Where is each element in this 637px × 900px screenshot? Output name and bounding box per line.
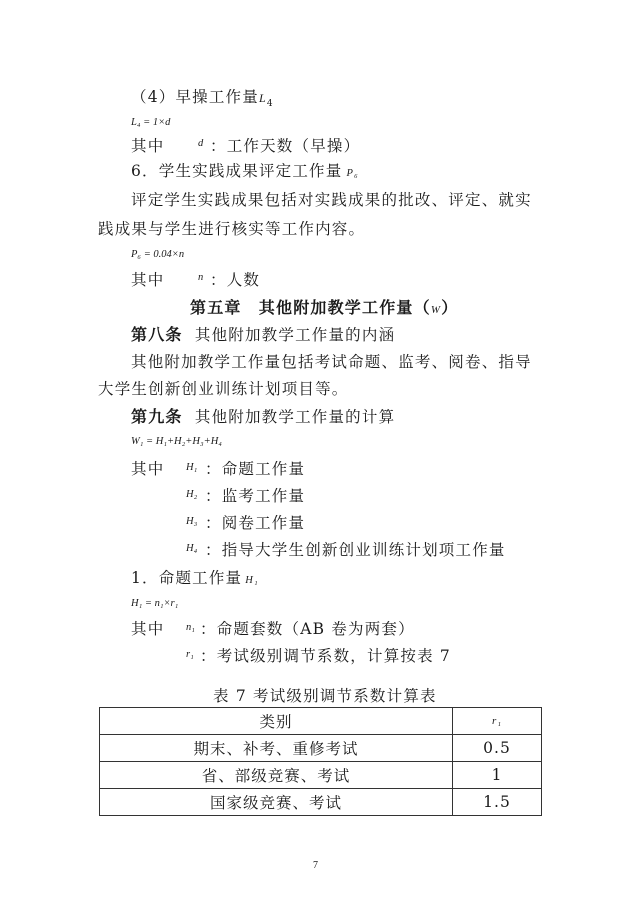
- section-4-symbol-sub: 4: [266, 99, 274, 110]
- table-row: [100, 762, 542, 789]
- n1-description: ：命题套数（AB 卷为两套）: [200, 620, 415, 638]
- table-cell-category: 省、部级竞赛、考试: [100, 762, 453, 789]
- table-cell-value: 1.5: [453, 789, 542, 816]
- table-header-row: [100, 708, 542, 735]
- n1-symbol: n₁: [186, 622, 195, 633]
- article-9-where-label: 其中: [131, 460, 165, 478]
- section-6-formula: P₆ = 0.04×n: [131, 249, 185, 260]
- table-7-caption: 表 7 考试级别调节系数计算表: [213, 687, 437, 705]
- section-6-description: ：人数: [210, 271, 261, 289]
- table-cell-category: 国家级竞赛、考试: [100, 789, 453, 816]
- section-4-formula: L₄ = 1×d: [131, 117, 171, 128]
- r1-symbol: r₁: [186, 649, 194, 660]
- table-cell-value: 1: [453, 762, 542, 789]
- article-8-title: 其他附加教学工作量的内涵: [194, 326, 396, 344]
- section-4-title-text: （4）早操工作量: [131, 88, 259, 106]
- r1-description: ：考试级别调节系数，计算按表 7: [200, 647, 451, 665]
- article-8-label: 第八条: [131, 325, 183, 344]
- h2-symbol: H₂: [186, 489, 198, 500]
- chapter-5-symbol: W: [430, 304, 442, 316]
- section-4-where-label: 其中: [131, 137, 165, 155]
- table-header-coefficient: r₁: [453, 708, 542, 735]
- h4-description: ：指导大学生创新创业训练计划项工作量: [205, 541, 506, 559]
- section-6-paragraph-line-2: 践成果与学生进行核实等工作内容。: [98, 220, 366, 238]
- article-8-heading: [131, 322, 395, 345]
- chapter-5-heading-close: ）: [441, 298, 459, 317]
- section-4-variable: d: [198, 138, 204, 149]
- page-number: 7: [313, 860, 318, 871]
- section-6-paragraph-line-1: 评定学生实践成果包括对实践成果的批改、评定、就实: [131, 191, 532, 209]
- table-row: [100, 789, 542, 816]
- section-6-variable: n: [198, 272, 204, 283]
- article-8-paragraph-line-1: 其他附加教学工作量包括考试命题、监考、阅卷、指导: [131, 353, 532, 371]
- subsection-1-formula: H₁ = n₁×r₁: [131, 598, 179, 609]
- section-4-title: [131, 85, 274, 109]
- coefficient-table: [99, 707, 542, 816]
- section-6-symbol: P₆: [346, 168, 359, 179]
- subsection-1-title-text: 1．命题工作量: [131, 569, 243, 587]
- subsection-1-title: [131, 566, 259, 588]
- article-9-label: 第九条: [131, 407, 183, 426]
- h4-symbol: H₄: [186, 543, 198, 554]
- h3-symbol: H₃: [186, 516, 198, 527]
- h1-symbol: H₁: [186, 462, 198, 473]
- h2-description: ：监考工作量: [205, 487, 306, 505]
- table-row: [100, 735, 542, 762]
- article-9-heading: [131, 404, 395, 427]
- article-9-formula: W₁ = H₁+H₂+H₃+H₄: [131, 436, 222, 447]
- section-4-description: ：工作天数（早操）: [210, 137, 361, 155]
- section-6-title: [131, 159, 359, 181]
- chapter-5-heading-text: 第五章 其他附加教学工作量（: [190, 298, 431, 317]
- section-6-title-text: 6．学生实践成果评定工作量: [131, 162, 343, 180]
- section-6-where-label: 其中: [131, 271, 165, 289]
- subsection-1-symbol: H₁: [245, 575, 259, 586]
- article-9-title: 其他附加教学工作量的计算: [194, 408, 396, 426]
- section-4-symbol: L: [258, 91, 267, 105]
- table-cell-category: 期末、补考、重修考试: [100, 735, 453, 762]
- h3-description: ：阅卷工作量: [205, 514, 306, 532]
- table-cell-value: 0.5: [453, 735, 542, 762]
- chapter-5-heading: [190, 295, 458, 318]
- h1-description: ：命题工作量: [205, 460, 306, 478]
- subsection-1-where-label: 其中: [131, 620, 165, 638]
- table-header-category: 类别: [100, 708, 453, 735]
- article-8-paragraph-line-2: 大学生创新创业训练计划项目等。: [98, 380, 349, 398]
